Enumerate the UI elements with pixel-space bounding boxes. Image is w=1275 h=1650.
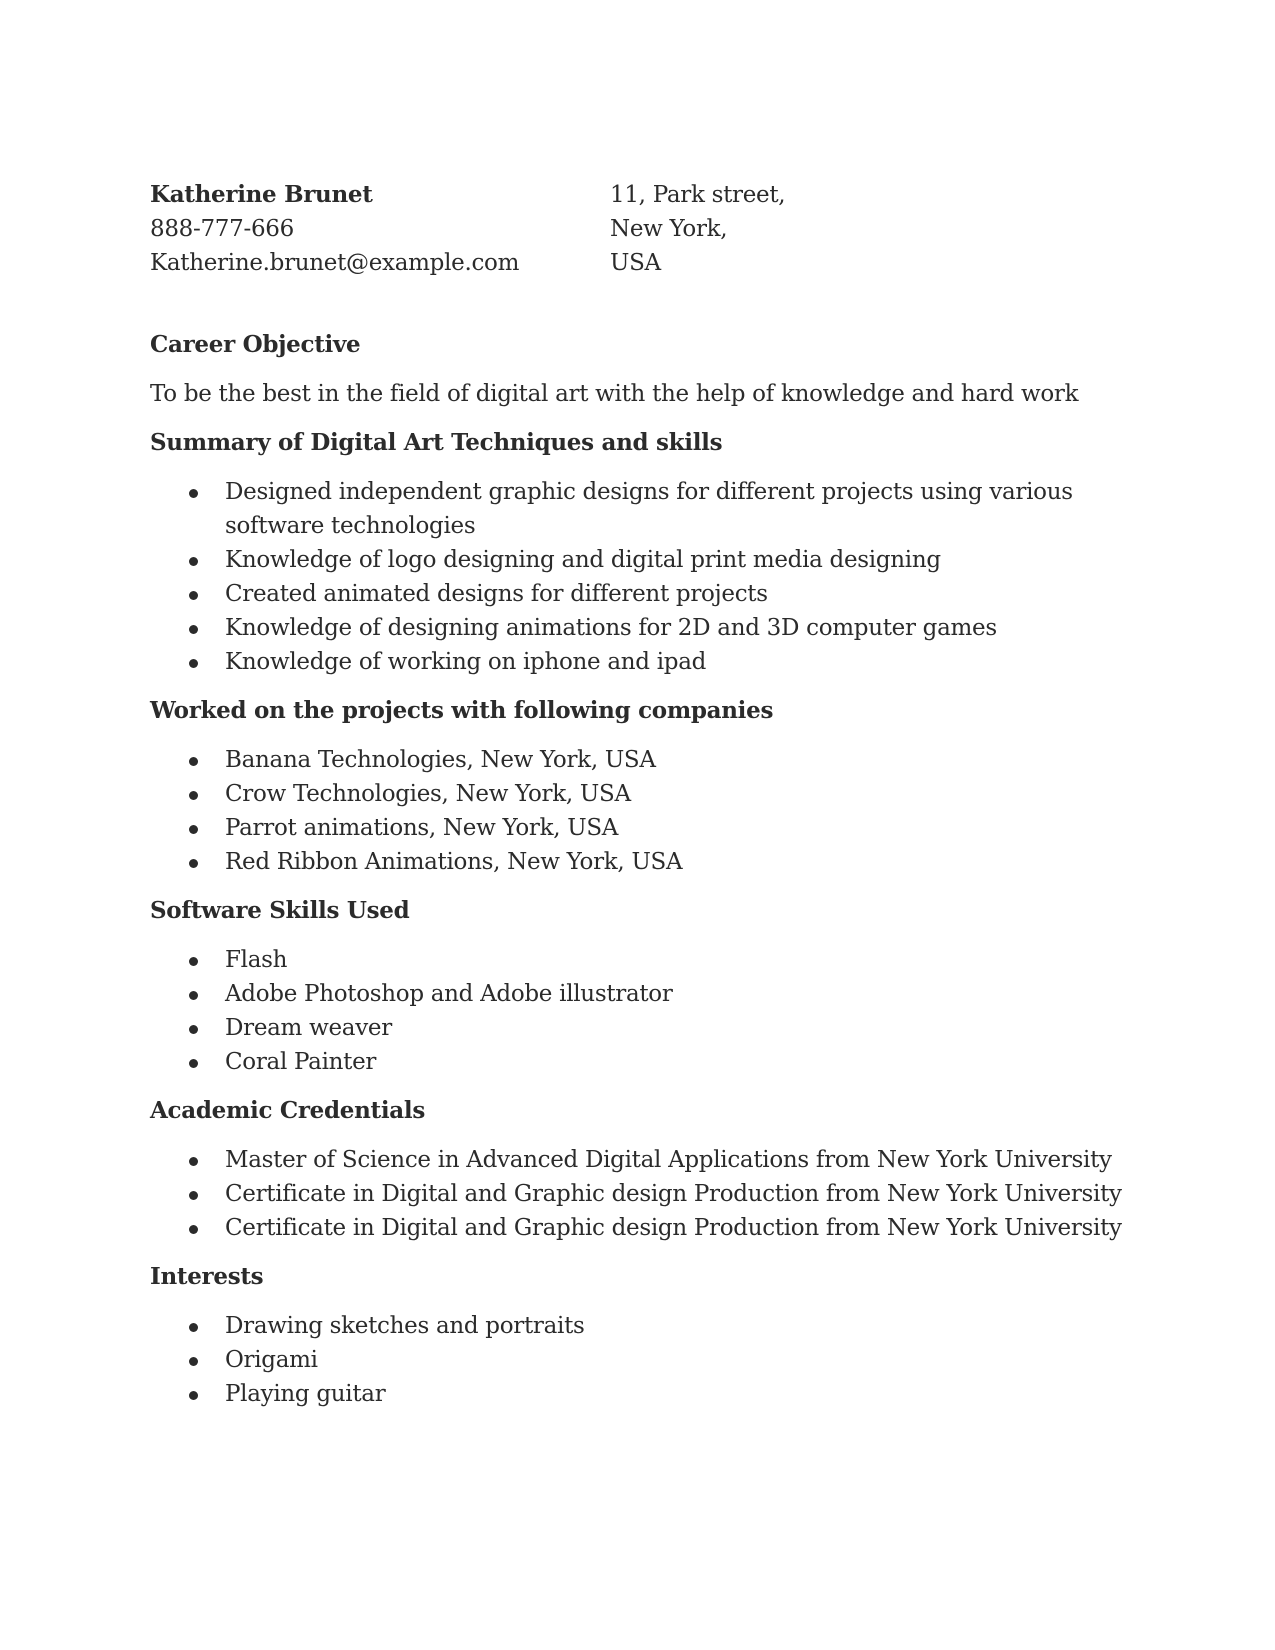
list-item xyxy=(150,777,1150,811)
contact-block xyxy=(150,178,1150,288)
bullet-icon xyxy=(189,757,198,766)
list-item-text: Coral Painter xyxy=(225,1049,377,1075)
bullet-icon xyxy=(189,825,198,834)
bullet-icon xyxy=(189,659,198,668)
objective-text: To be the best in the field of digital art with the help of knowledge and hard work xyxy=(150,381,1079,407)
email-address: Katherine.brunet@example.com xyxy=(150,250,520,276)
section-heading: Interests xyxy=(150,1263,264,1290)
section-heading: Academic Credentials xyxy=(150,1097,425,1124)
bullet-icon xyxy=(189,591,198,600)
phone-number: 888-777-666 xyxy=(150,216,294,242)
address-column xyxy=(610,178,785,280)
list-item-text: Flash xyxy=(225,947,288,973)
list-item xyxy=(150,811,1150,845)
list-item-text: Crow Technologies, New York, USA xyxy=(225,781,631,807)
list-item-text: Drawing sketches and portraits xyxy=(225,1313,585,1339)
list-item xyxy=(150,645,1150,679)
list-item xyxy=(150,1309,1150,1343)
list-item-text: Banana Technologies, New York, USA xyxy=(225,747,656,773)
list-item xyxy=(150,577,1150,611)
list-item xyxy=(150,743,1150,777)
list-item-text: Red Ribbon Animations, New York, USA xyxy=(225,849,683,875)
list-item-text: Dream weaver xyxy=(225,1015,392,1041)
academic-list xyxy=(150,1143,1150,1245)
address-line: 11, Park street, xyxy=(610,182,786,208)
contact-left-column xyxy=(150,178,519,280)
bullet-icon xyxy=(189,1025,198,1034)
section-heading: Career Objective xyxy=(150,331,361,358)
list-item xyxy=(150,1211,1150,1245)
list-item xyxy=(150,611,1150,645)
academic-section xyxy=(150,1094,1150,1245)
section-heading: Software Skills Used xyxy=(150,897,410,924)
bullet-icon xyxy=(189,957,198,966)
companies-section xyxy=(150,694,1150,879)
bullet-icon xyxy=(189,991,198,1000)
bullet-icon xyxy=(189,1157,198,1166)
interests-section xyxy=(150,1260,1150,1411)
bullet-icon xyxy=(189,1191,198,1200)
bullet-icon xyxy=(189,859,198,868)
list-item xyxy=(150,943,1150,977)
address-line: USA xyxy=(610,250,661,276)
list-item-text: Certificate in Digital and Graphic design Production from New York University xyxy=(225,1181,1122,1207)
list-item xyxy=(150,1177,1150,1211)
list-item-text: Master of Science in Advanced Digital Applications from New York University xyxy=(225,1147,1112,1173)
list-item-text: Origami xyxy=(225,1347,318,1373)
bullet-icon xyxy=(189,1323,198,1332)
list-item xyxy=(150,845,1150,879)
bullet-icon xyxy=(189,489,198,498)
section-heading: Summary of Digital Art Techniques and skills xyxy=(150,429,723,456)
list-item xyxy=(150,1343,1150,1377)
address-line: New York, xyxy=(610,216,728,242)
bullet-icon xyxy=(189,1391,198,1400)
list-item-text: Knowledge of working on iphone and ipad xyxy=(225,649,707,675)
software-skills-list xyxy=(150,943,1150,1079)
candidate-name: Katherine Brunet xyxy=(150,181,373,208)
section-heading: Worked on the projects with following companies xyxy=(150,697,774,724)
list-item-text: Knowledge of logo designing and digital print media designing xyxy=(225,547,941,573)
skills-summary-list xyxy=(150,475,1150,679)
list-item xyxy=(150,1143,1150,1177)
list-item-text: Adobe Photoshop and Adobe illustrator xyxy=(225,981,673,1007)
list-item xyxy=(150,475,1150,543)
list-item xyxy=(150,543,1150,577)
list-item xyxy=(150,1011,1150,1045)
bullet-icon xyxy=(189,791,198,800)
companies-list xyxy=(150,743,1150,879)
list-item-text: Created animated designs for different projects xyxy=(225,581,768,607)
list-item-text: Parrot animations, New York, USA xyxy=(225,815,619,841)
bullet-icon xyxy=(189,1225,198,1234)
software-skills-section xyxy=(150,894,1150,1079)
career-objective-section xyxy=(150,328,1150,411)
bullet-icon xyxy=(189,1059,198,1068)
resume-body xyxy=(150,328,1150,1426)
list-item-text: Knowledge of designing animations for 2D and 3D computer games xyxy=(225,615,997,641)
bullet-icon xyxy=(189,1357,198,1366)
skills-summary-section xyxy=(150,426,1150,679)
list-item xyxy=(150,977,1150,1011)
bullet-icon xyxy=(189,625,198,634)
interests-list xyxy=(150,1309,1150,1411)
list-item xyxy=(150,1045,1150,1079)
list-item-text: Designed independent graphic designs for different projects using various software technologies xyxy=(225,479,1073,539)
list-item xyxy=(150,1377,1150,1411)
list-item-text: Playing guitar xyxy=(225,1381,386,1407)
bullet-icon xyxy=(189,557,198,566)
list-item-text: Certificate in Digital and Graphic design Production from New York University xyxy=(225,1215,1122,1241)
